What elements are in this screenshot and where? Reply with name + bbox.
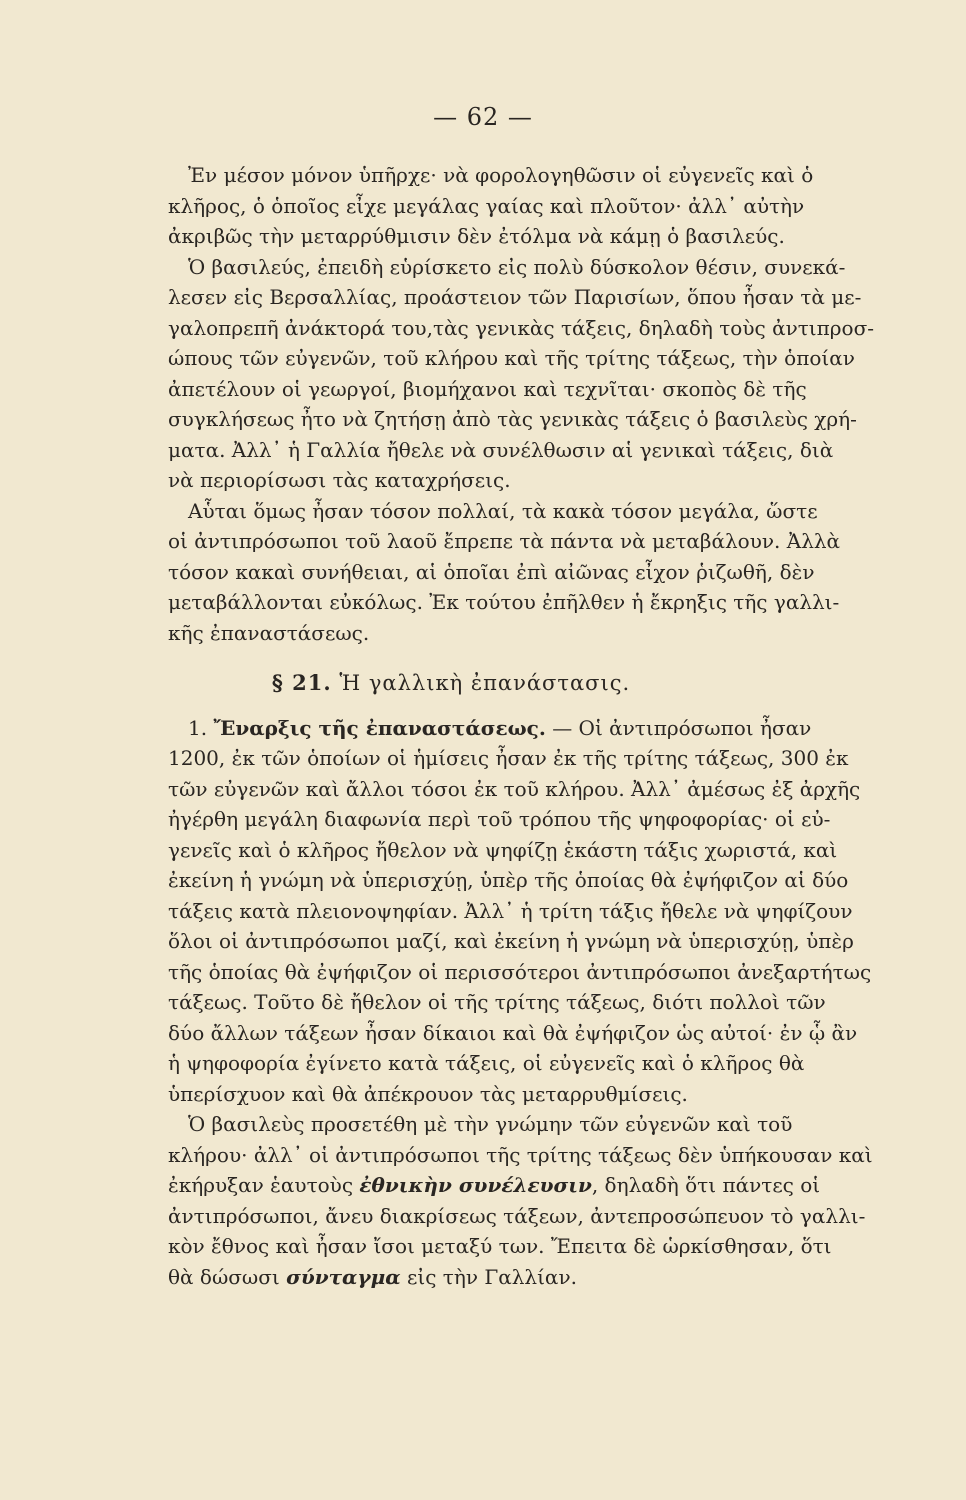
text-line: τῆς ὁποίας θὰ ἐψήφιζον οἱ περισσότεροι ἀντιπρόσωποι ἀνεξαρτήτως <box>168 959 872 984</box>
text-line: Ἐν μέσον μόνον ὑπῆρχε· νὰ φορολογηθῶσιν οἱ εὐγενεῖς καὶ ὁ <box>188 163 814 187</box>
emphasis-constitution: σύνταγμα <box>286 1264 401 1289</box>
text-line: ἡ ψηφοφορία ἐγίνετο κατὰ τάξεις, οἱ εὐγενεῖς καὶ ὁ κλῆρος θὰ <box>168 1051 805 1075</box>
subsection-number: 1. <box>188 715 208 740</box>
text-line: οἱ ἀντιπρόσωποι τοῦ λαοῦ ἔπρεπε τὰ πάντα νὰ μεταβάλουν. Ἀλλὰ <box>168 529 841 553</box>
page-number: — 62 — <box>433 103 533 131</box>
text-line: συγκλήσεως ἦτο νὰ ζητήσῃ ἀπὸ τὰς γενικὰς τάξεις ὁ βασιλεὺς χρή- <box>168 407 857 431</box>
text-line: λεσεν εἰς Βερσαλλίας, προάστειον τῶν Παρισίων, ὅπου ἦσαν τὰ με- <box>168 285 862 309</box>
text-line: τάξεις κατὰ πλειονοψηφίαν. Ἀλλ᾽ ἡ τρίτη τάξις ἤθελε νὰ ψηφίζουν <box>168 898 853 923</box>
text-line: γαλοπρεπῆ ἀνάκτορά του,τὰς γενικὰς τάξεις, δηλαδὴ τοὺς ἀντιπροσ- <box>168 315 874 340</box>
subsection-first-line <box>168 713 812 744</box>
section-number: § 21. <box>271 670 332 695</box>
text-line: Ὁ βασιλεὺς προσετέθη μὲ τὴν γνώμην τῶν εὐγενῶν καὶ τοῦ <box>188 1112 793 1136</box>
text-line: δύο ἄλλων τάξεων ἦσαν δίκαιοι καὶ θὰ ἐψήφιζον ὡς αὐτοί· ἐν ᾧ ἂν <box>168 1020 858 1045</box>
text-line: ἐκείνη ἡ γνώμη νὰ ὑπερισχύῃ, ὑπὲρ τῆς ὁποίας θὰ ἐψήφιζον αἱ δύο <box>168 868 849 892</box>
text-line: κλήρου· ἀλλ᾽ οἱ ἀντιπρόσωποι τῆς τρίτης τάξεως δὲν ὑπήκουσαν καὶ <box>168 1142 873 1167</box>
text-fragment: — Οἱ ἀντιπρόσωποι ἦσαν <box>552 715 812 740</box>
text-fragment: ἐκήρυξαν ἑαυτοὺς <box>168 1173 354 1197</box>
paragraph-4 <box>168 713 872 1110</box>
text-line: τῶν εὐγενῶν καὶ ἄλλοι τόσοι ἐκ τοῦ κλήρου. Ἀλλ᾽ ἀμέσως ἐξ ἀρχῆς <box>168 776 861 801</box>
text-fragment: , δηλαδὴ ὅτι πάντες οἱ <box>591 1173 821 1197</box>
section-title: Ἡ γαλλικὴ ἐπανάστασις. <box>339 671 631 695</box>
text-line: κλῆρος, ὁ ὁποῖος εἶχε μεγάλας γαίας καὶ πλοῦτον· ἀλλ᾽ αὐτὴν <box>168 193 805 218</box>
paragraph-5 <box>168 1109 873 1292</box>
paragraph-2 <box>168 252 874 496</box>
text-line: κῆς ἐπαναστάσεως. <box>168 620 370 645</box>
text-fragment: εἰς τὴν Γαλλίαν. <box>407 1264 577 1289</box>
text-line: Αὗται ὅμως ἦσαν τόσον πολλαί, τὰ κακὰ τόσον μεγάλα, ὥστε <box>188 498 818 523</box>
text-line: Ὁ βασιλεύς, ἐπειδὴ εὑρίσκετο εἰς πολὺ δύσκολον θέσιν, συνεκά- <box>188 254 846 279</box>
text-line: τάξεως. Τοῦτο δὲ ἤθελον οἱ τῆς τρίτης τάξεως, διότι πολλοὶ τῶν <box>168 990 826 1014</box>
text-line: ὅλοι οἱ ἀντιπρόσωποι μαζί, καὶ ἐκείνη ἡ γνώμη νὰ ὑπερισχύῃ, ὑπὲρ <box>168 929 854 953</box>
subsection-title: Ἔναρξις τῆς ἐπαναστάσεως. <box>213 715 546 740</box>
paragraph-3 <box>168 496 841 649</box>
text-line: ἀπετέλουν οἱ γεωργοί, βιομήχανοι καὶ τεχνῖται· σκοπὸς δὲ τῆς <box>168 376 807 401</box>
text-line: ἀντιπρόσωποι, ἄνευ διακρίσεως τάξεων, ἀντεπροσώπευον τὸ γαλλι- <box>168 1203 866 1228</box>
text-line: ματα. Ἀλλ᾽ ἡ Γαλλία ἤθελε νὰ συνέλθωσιν αἱ γενικαὶ τάξεις, διὰ <box>168 437 834 462</box>
text-line <box>168 1262 734 1293</box>
text-line: γενεῖς καὶ ὁ κλῆρος ἤθελον νὰ ψηφίζῃ ἑκάστη τάξις χωριστά, καὶ <box>168 837 838 862</box>
paragraph-1 <box>168 160 814 252</box>
body-text <box>168 160 874 1292</box>
text-line: κὸν ἔθνος καὶ ἦσαν ἴσοι μεταξύ των. Ἔπειτα δὲ ὡρκίσθησαν, ὅτι <box>168 1234 832 1258</box>
text-fragment: θὰ δώσωσι <box>168 1264 280 1289</box>
text-line <box>168 1170 821 1201</box>
text-line: ώπους τῶν εὐγενῶν, τοῦ κλήρου καὶ τῆς τρίτης τάξεως, τὴν ὁποίαν <box>168 346 855 370</box>
text-line: ἠγέρθη μεγάλη διαφωνία περὶ τοῦ τρόπου τῆς ψηφοφορίας· οἱ εὐ- <box>168 807 831 831</box>
text-line: ὑπερίσχυον καὶ θὰ ἀπέκρουον τὰς μεταρρυθμίσεις. <box>168 1081 688 1106</box>
emphasis-national-assembly: ἐθνικὴν συνέλευσιν <box>359 1173 592 1197</box>
section-heading <box>168 668 734 699</box>
text-line: νὰ περιορίσωσι τὰς καταχρήσεις. <box>168 468 511 492</box>
text-line: τόσον κακαὶ συνήθειαι, αἱ ὁποῖαι ἐπὶ αἰῶνας εἶχον ῥιζωθῆ, δὲν <box>168 559 815 584</box>
text-line: 1200, ἐκ τῶν ὁποίων οἱ ἡμίσεις ἦσαν ἐκ τῆς τρίτης τάξεως, 300 ἐκ <box>168 746 849 770</box>
text-line: μεταβάλλονται εὐκόλως. Ἐκ τούτου ἐπῆλθεν ἡ ἔκρηξις τῆς γαλλι- <box>168 590 840 614</box>
text-line: ἀκριβῶς τὴν μεταρρύθμισιν δὲν ἐτόλμα νὰ κάμῃ ὁ βασιλεύς. <box>168 224 785 248</box>
